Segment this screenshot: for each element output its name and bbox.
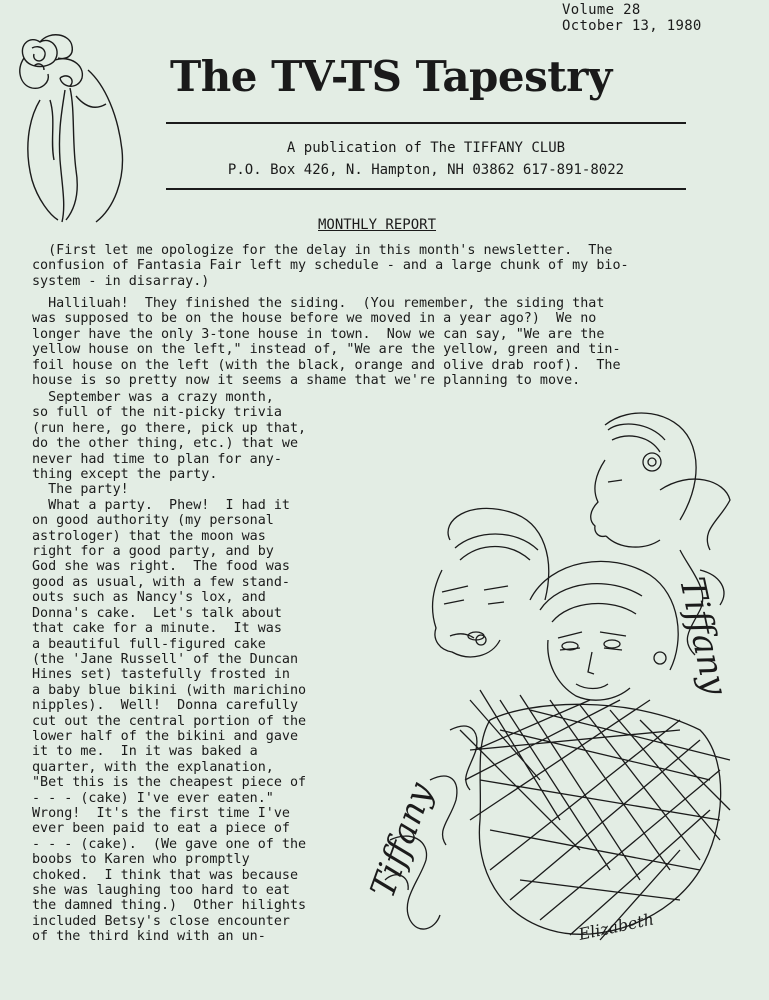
text-line: - - - (cake) I've ever eaten." — [32, 790, 274, 806]
text-line: of the third kind with an un- — [32, 929, 266, 945]
text-line: system - in disarray.) — [32, 273, 210, 289]
text-line: boobs to Karen who promptly — [32, 852, 250, 868]
text-line: Halliluah! They finished the siding. (You remember, the siding that — [32, 296, 605, 311]
text-line: she was laughing too hard to eat — [32, 883, 290, 898]
text-line: never had time to plan for any- — [32, 451, 282, 467]
text-line: good as usual, with a few stand- — [32, 574, 290, 590]
text-line: astrologer) that the moon was — [32, 528, 266, 544]
text-line: choked. I think that was because — [32, 867, 299, 883]
text-line: nipples). Well! Donna carefully — [32, 698, 299, 714]
text-line: (the 'Jane Russell' of the Duncan — [32, 651, 299, 667]
rose-logo-illustration — [10, 30, 135, 225]
text-line: it to me. In it was baked a — [32, 744, 258, 760]
issue-info — [562, 2, 702, 34]
text-line: the damned thing.) Other hilights — [32, 898, 307, 914]
text-line: yellow house on the left," instead of, "We are the yellow, green and tin- — [32, 342, 621, 358]
text-line: "Bet this is the cheapest piece of — [32, 775, 307, 791]
text-line: was supposed to be on the house before we moved in a year ago?) We no — [32, 311, 597, 327]
text-line: house is so pretty now it seems a shame that we're planning to move. — [32, 373, 581, 389]
artist-signature: Elizabeth — [576, 909, 656, 944]
text-line: a baby blue bikini (with marichino — [32, 682, 307, 698]
text-line: The party! — [32, 482, 129, 498]
text-line: (First let me opologize for the delay in this month's newsletter. The — [32, 243, 613, 258]
tiffany-illustration — [362, 400, 765, 955]
paragraph-siding — [32, 296, 722, 388]
text-line: foil house on the left (with the black, orange and olive drab roof). The — [32, 357, 621, 373]
address-line: P.O. Box 426, N. Hampton, NH 03862 617-891-8022 — [227, 162, 625, 178]
text-line: Donna's cake. Let's talk about — [32, 605, 282, 621]
text-line: lower half of the bikini and gave — [32, 728, 299, 744]
text-line: - - - (cake). (We gave one of the — [32, 836, 307, 852]
text-line: a beautiful full-figured cake — [32, 636, 266, 652]
text-line: confusion of Fantasia Fair left my schedule - and a large chunk of my bio- — [32, 258, 629, 274]
column-party — [32, 390, 362, 945]
publication-line: A publication of The TIFFANY CLUB — [286, 140, 566, 156]
tiffany-script-left: Tiffany — [362, 777, 442, 904]
text-line: September was a crazy month, — [32, 390, 274, 405]
text-line: What a party. Phew! I had it — [32, 497, 290, 513]
text-line: right for a good party, and by — [32, 544, 274, 560]
text-line: outs such as Nancy's lox, and — [32, 590, 266, 606]
text-line: on good authority (my personal — [32, 513, 274, 529]
masthead-title: The TV-TS Tapestry — [170, 52, 612, 101]
text-line: cut out the central portion of the — [32, 713, 307, 729]
text-line: God she was right. The food was — [32, 559, 290, 575]
text-line: Hines set) tastefully frosted in — [32, 667, 290, 683]
issue-date: October 13, 1980 — [562, 18, 702, 34]
text-line: thing except the party. — [32, 467, 218, 483]
text-line: so full of the nit-picky trivia — [32, 405, 282, 421]
text-line: (run here, go there, pick up that, — [32, 420, 307, 436]
tiffany-script-top: Tiffany — [671, 573, 736, 699]
text-line: longer have the only 3-tone house in town. Now we can say, "We are the — [32, 326, 605, 342]
paragraph-apology — [32, 243, 722, 289]
text-line: that cake for a minute. It was — [32, 621, 282, 637]
header-rule-top — [166, 122, 686, 124]
text-line: quarter, with the explanation, — [32, 759, 274, 775]
section-heading: MONTHLY REPORT — [318, 217, 437, 233]
text-line: Wrong! It's the first time I've — [32, 805, 290, 821]
text-line: ever been paid to eat a piece of — [32, 821, 290, 837]
volume-number: Volume 28 — [562, 2, 641, 18]
header-rule-bottom — [166, 188, 686, 190]
text-line: included Betsy's close encounter — [32, 913, 290, 929]
text-line: do the other thing, etc.) that we — [32, 436, 299, 452]
